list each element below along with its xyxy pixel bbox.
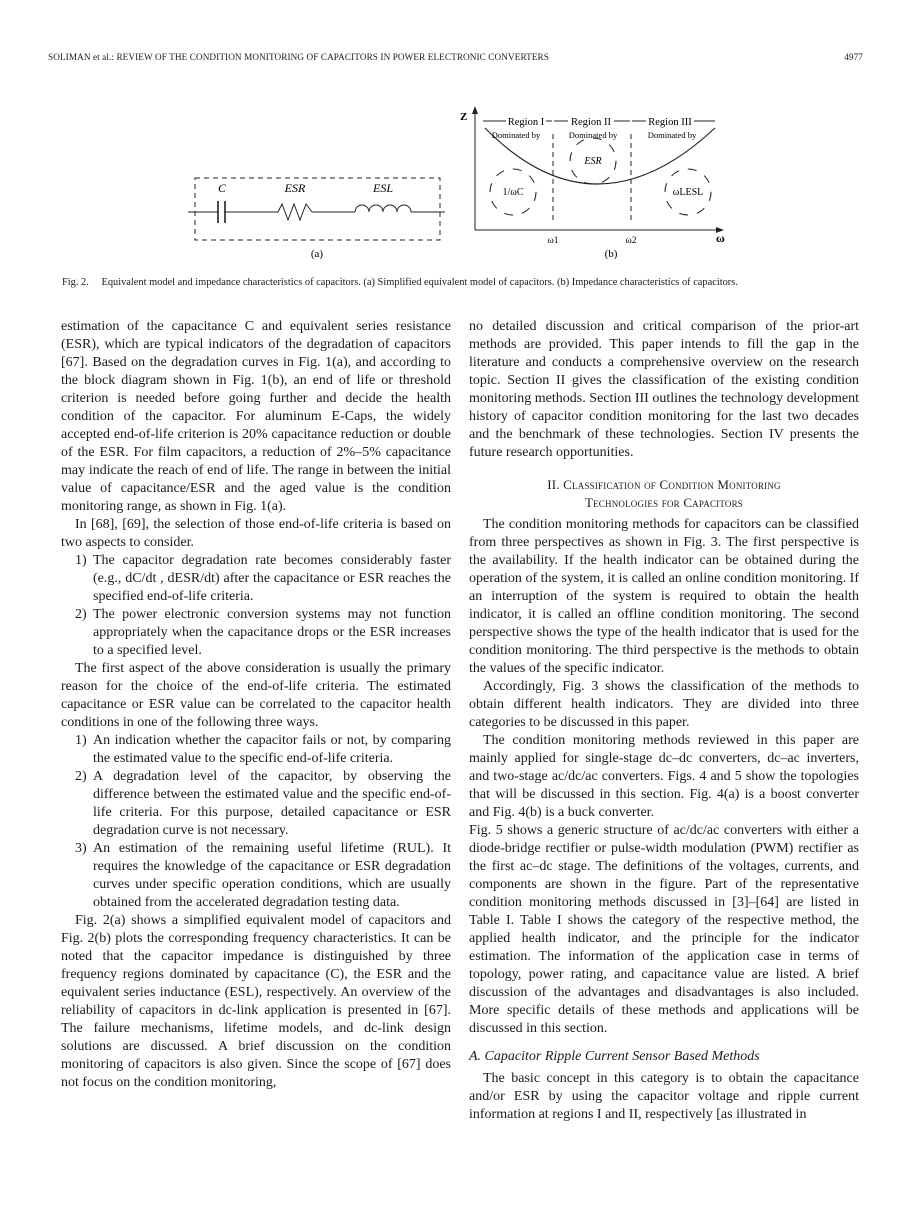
header-title: SOLIMAN et al.: REVIEW OF THE CONDITION MONITORING OF CAPACITORS IN POWER ELECTRONIC CONVERTERS [48, 52, 549, 62]
list-item [61, 840, 451, 912]
right-column [469, 318, 859, 1124]
label-esl: ESL [372, 181, 394, 195]
left-column [61, 318, 451, 1092]
list-number: 3) [75, 841, 87, 856]
tick-omega-2: ω2 [625, 236, 637, 246]
paragraph: Accordingly, Fig. 3 shows the classification of the methods to obtain different health indicators. They are divided into three categories to be discussed in this paper. [469, 679, 859, 730]
running-header [48, 52, 863, 62]
list-item [61, 768, 451, 840]
paragraph: The basic concept in this category is to obtain the capacitance and/or ESR by using the capacitor voltage and ripple current information at regions I and II, respectively [as illustrated in [469, 1071, 859, 1122]
list-number: 1) [75, 733, 87, 748]
tick-omega-1: ω1 [547, 236, 559, 246]
list-item [61, 732, 451, 768]
sublabel-b: (b) [604, 248, 618, 260]
section-heading [469, 476, 859, 512]
list-number: 1) [75, 553, 87, 568]
label-esr: ESR [284, 181, 306, 195]
paragraph: Fig. 2(a) shows a simplified equivalent model of capacitors and Fig. 2(b) plots the corresponding frequency characteristics. It can be noted that the capacitor impedance is distinguished by three frequency regions dominated by capacitance (C), the ESR and the equivalent series inductance (ESL), respectively. An overview of the reliability of capacitors in dc-link application is presented in [67]. The failure mechanisms, lifetime models, and dc-link design solutions are discussed. A brief discussion on the condition monitoring of capacitors is also given. Since the scope of [67] does not focus on the condition monitoring, [61, 913, 451, 1090]
impedance-plot [460, 106, 725, 260]
figure-2 [180, 100, 740, 270]
figure-caption [62, 277, 862, 288]
sublabel-a: (a) [310, 248, 324, 260]
list-text: A degradation level of the capacitor, by observing the difference between the estimated value and the specific end-of-life criteria. For this purpose, detailed capacitance or ESR degradation curve is not necessary. [93, 769, 451, 838]
region-1-dominated: Dominated by [491, 130, 541, 140]
bubble-omega-l-esl: ωLESL [672, 187, 704, 198]
region-2-label: Region II [571, 117, 611, 128]
list-text: The capacitor degradation rate becomes considerably faster (e.g., dC/dt , dESR/dt) after the capacitance or ESR reaches the specified end-of-life criteria. [93, 553, 451, 604]
figure-2-drawing [180, 100, 740, 270]
paragraph: In [68], [69], the selection of those end-of-life criteria is based on two aspects to consider. [61, 517, 451, 550]
region-1-label: Region I [507, 117, 545, 128]
paragraph: no detailed discussion and critical comparison of the prior-art methods are provided. This paper intends to fill the gap in the literature and conducts a comprehensive overview on the research topic. Section II gives the classification of the existing condition monitoring methods. Section III outlines the technology development history of capacitor condition monitoring for the last two decades and the benchmark of these technologies. Section IV presents the future research opportunities. [469, 319, 859, 460]
list-text: The power electronic conversion systems may not function appropriately when the capacitance drops or the ESR increases to a specified level. [93, 607, 451, 658]
paragraph: The condition monitoring methods reviewed in this paper are mainly applied for single-stage dc–dc converters, dc–ac inverters, and two-stage ac/dc/ac converters. Figs. 4 and 5 show the topologies that will be discussed in this section. Fig. 4(a) is a boost converter and Fig. 4(b) is a buck converter. [469, 733, 859, 820]
list-text: An estimation of the remaining useful lifetime (RUL). It requires the knowledge of the capacitance or ESR degradation curves under specific operation conditions, which are usually obtained from the accelerated degradation testing data. [93, 841, 451, 910]
paragraph: The condition monitoring methods for capacitors can be classified from three perspectives as shown in Fig. 3. The first perspective is the availability. If the health indicator can be obtained during the operation of the system, it is called an online condition monitoring. If an interruption of the system is required to obtain the health indicator, it is called an offline condition monitoring. The second perspective shows the type of the health indicator that is used for the condition monitoring. The third perspective is the methods to obtain the values of the specific indicator. [469, 517, 859, 676]
caption-label: Fig. 2. [62, 277, 89, 288]
page-number: 4977 [844, 52, 863, 62]
region-3-label: Region III [648, 117, 692, 128]
list-text: An indication whether the capacitor fails or not, by comparing the estimated value to the specific end-of-life criteria. [93, 733, 451, 766]
region-2-dominated: Dominated by [568, 130, 618, 140]
paragraph: Fig. 5 shows a generic structure of ac/dc/ac converters with either a diode-bridge rectifier or pulse-width modulation (PWM) rectifier as the first ac–dc stage. The definitions of the voltages, currents, and components are shown in the figure. Part of the representative condition monitoring methods discussed in [3]–[64] are listed in Table I. Table I shows the category of the respective method, the applied health indicator, and the principle for the indicator estimation. The information of the application case in terms of topology, power rating, and capacitance value are listed. A brief discussion of the advantages and disadvantages is also included. More specific details of these methods and applications will be discussed in this section. [469, 823, 859, 1036]
region-3-dominated: Dominated by [647, 130, 697, 140]
list-number: 2) [75, 769, 87, 784]
subsection-heading: A. Capacitor Ripple Current Sensor Based Methods [469, 1049, 760, 1064]
section-heading-line-2: Technologies for Capacitors [584, 495, 744, 510]
paragraph: The first aspect of the above consideration is usually the primary reason for the choice of the end-of-life criteria. The estimated capacitance or ESR value can be correlated to the capacitor health conditions in one of the following three ways. [61, 661, 451, 730]
list-number: 2) [75, 607, 87, 622]
section-heading-line-1: II. Classification of Condition Monitoring [547, 477, 781, 492]
list-item [61, 552, 451, 606]
caption-text: Equivalent model and impedance characteristics of capacitors. (a) Simplified equivalent model of capacitors. (b) Impedance characteristics of capacitors. [101, 277, 738, 288]
omega-axis-label: ω [716, 231, 725, 245]
paragraph: estimation of the capacitance C and equivalent series resistance (ESR), which are typical indicators of the degradation of capacitors [67]. Based on the degradation curves in Fig. 1(a), and according to the block diagram shown in Fig. 1(b), an end of life or threshold criterion is needed before going further and decide the health condition of the capacitor. For aluminum E-Caps, the widely accepted end-of-life criterion is 20% capacitance reduction or double of the ESR. For film capacitors, a reduction of 2%–5% capacitance may indicate the reach of end of life. The range in between the initial value of capacitance/ESR and the aged value is the condition monitoring range, as shown in Fig. 1(a). [61, 319, 451, 514]
bubble-1-over-omega-c: 1/ωC [502, 187, 524, 198]
label-c: C [217, 181, 227, 195]
bubble-esr: ESR [584, 156, 602, 167]
z-axis-label: Z [460, 111, 468, 123]
equivalent-circuit [188, 178, 445, 260]
list-item [61, 606, 451, 660]
